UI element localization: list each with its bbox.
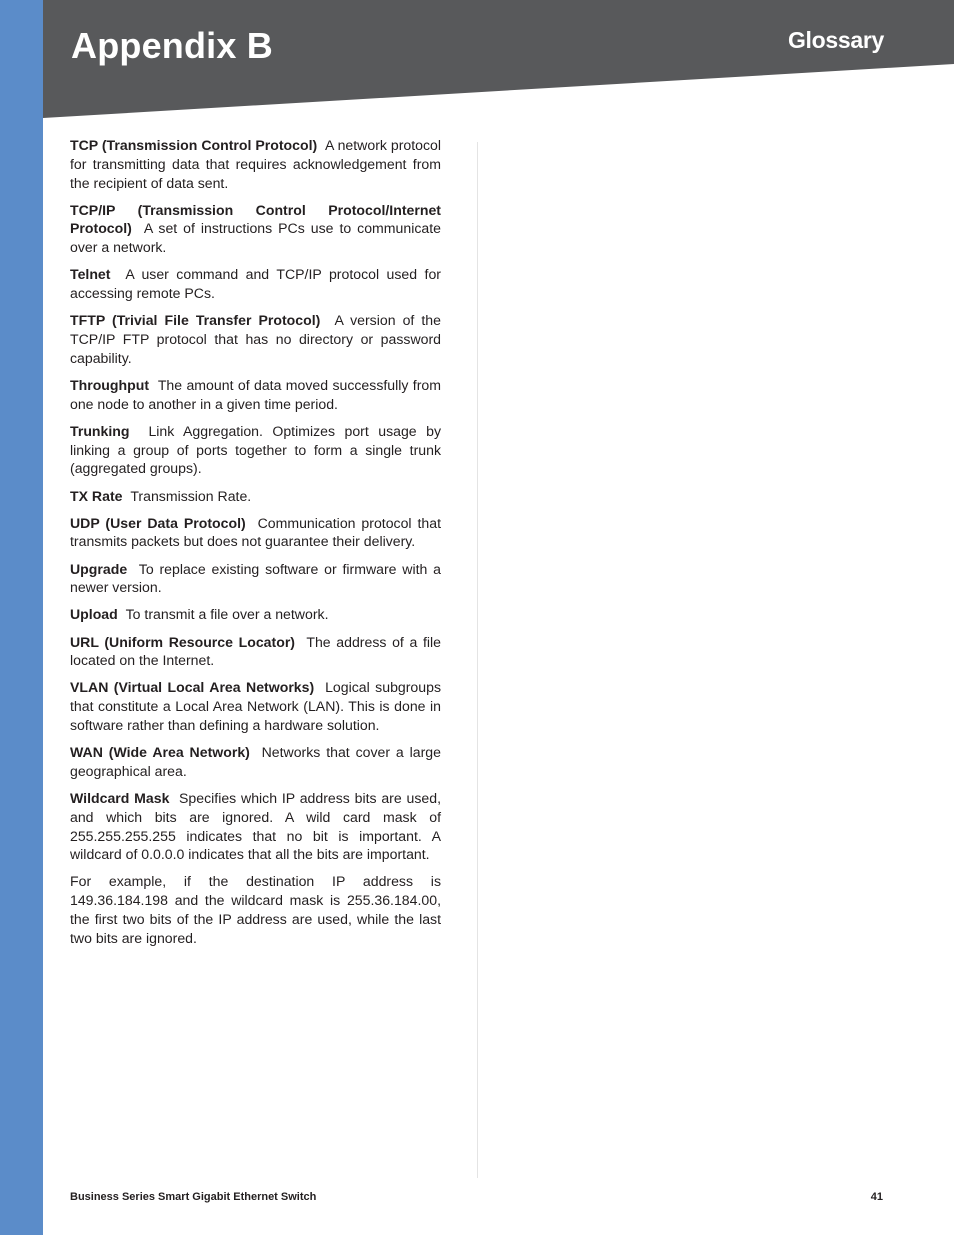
glossary-entry-throughput (70, 376, 441, 414)
glossary-entry-trunking (70, 422, 441, 478)
glossary-definition: Logical subgroups that constitute a Local Area Network (LAN). This is done in software rather than defining a hardware solution. (70, 679, 441, 733)
section-title: Glossary (787, 27, 884, 53)
column-divider (477, 142, 478, 1178)
glossary-entry-telnet (70, 265, 441, 303)
footer-product-name: Business Series Smart Gigabit Ethernet Switch (70, 1191, 317, 1203)
glossary-definition: A version of the TCP/IP FTP protocol that has no directory or password capability. (70, 312, 441, 366)
glossary-definition: The amount of data moved successfully from one node to another in a given time period. (70, 376, 441, 412)
glossary-entry-vlan (70, 678, 441, 734)
glossary-entry-udp (70, 514, 441, 552)
glossary-definition: Transmission Rate. (130, 487, 252, 504)
glossary-term: Upload (70, 606, 118, 623)
glossary-entry-wan (70, 743, 441, 781)
glossary-definition: A user command and TCP/IP protocol used for accessing remote PCs. (70, 266, 441, 302)
glossary-definition: A set of instructions PCs use to communicate over a network. (70, 220, 441, 256)
page-title: Appendix B (71, 25, 274, 66)
glossary-definition: Specifies which IP address bits are used, and which bits are ignored. A wild card mask of 255.255.255.255 indicates that no bit is important. A wildcard of 0.0.0.0 indicates that all the bits are important. (70, 789, 441, 863)
glossary-definition: To replace existing software or firmware with a newer version. (70, 560, 441, 596)
glossary-entry-upgrade (70, 560, 441, 598)
glossary-entry-url (70, 633, 441, 671)
glossary-definition: To transmit a file over a network. (125, 606, 329, 623)
glossary-entry-tx-rate (70, 487, 441, 506)
glossary-entry-tcp (70, 136, 441, 192)
glossary-definition: A network protocol for transmitting data that requires acknowledgement from the recipient of data sent. (70, 137, 441, 191)
glossary-definition: The address of a file located on the Internet. (70, 633, 442, 669)
glossary-entry-tftp (70, 311, 441, 367)
glossary-term: UDP (User Data Protocol) (70, 514, 246, 531)
glossary-term: WAN (Wide Area Network) (70, 744, 250, 761)
wildcard-example-paragraph: For example, if the destination IP address is 149.36.184.198 and the wildcard mask is 255.36.184.00, the first two bits of the IP address are used, while the last two bits are ignored. (70, 873, 441, 946)
glossary-definition: Link Aggregation. Optimizes port usage by linking a group of ports together to form a single trunk (aggregated groups). (70, 422, 441, 477)
glossary-term: Wildcard Mask (70, 789, 170, 806)
glossary-definition: Networks that cover a large geographical area. (70, 744, 441, 779)
glossary-entry-wildcard-mask (70, 789, 441, 864)
glossary-definition: Communication protocol that transmits packets but does not guarantee their delivery. (70, 514, 441, 550)
glossary-term: TCP (Transmission Control Protocol) (70, 137, 318, 153)
glossary-term: TCP/IP (Transmission Control Protocol/Internet Protocol) (70, 201, 441, 237)
glossary-term: Throughput (70, 376, 150, 393)
side-accent-bar (0, 0, 43, 1235)
glossary-term: TFTP (Trivial File Transfer Protocol) (70, 312, 321, 329)
glossary-term: URL (Uniform Resource Locator) (70, 633, 296, 650)
glossary-term: VLAN (Virtual Local Area Networks) (70, 679, 315, 696)
glossary-entry-upload (70, 605, 441, 624)
glossary-column (70, 136, 441, 956)
glossary-term: Telnet (70, 266, 111, 283)
glossary-term: Upgrade (70, 560, 128, 577)
glossary-term: Trunking (70, 422, 130, 439)
glossary-entry-tcp-ip (70, 201, 441, 257)
page-number: 41 (870, 1191, 883, 1203)
glossary-term: TX Rate (70, 487, 123, 504)
